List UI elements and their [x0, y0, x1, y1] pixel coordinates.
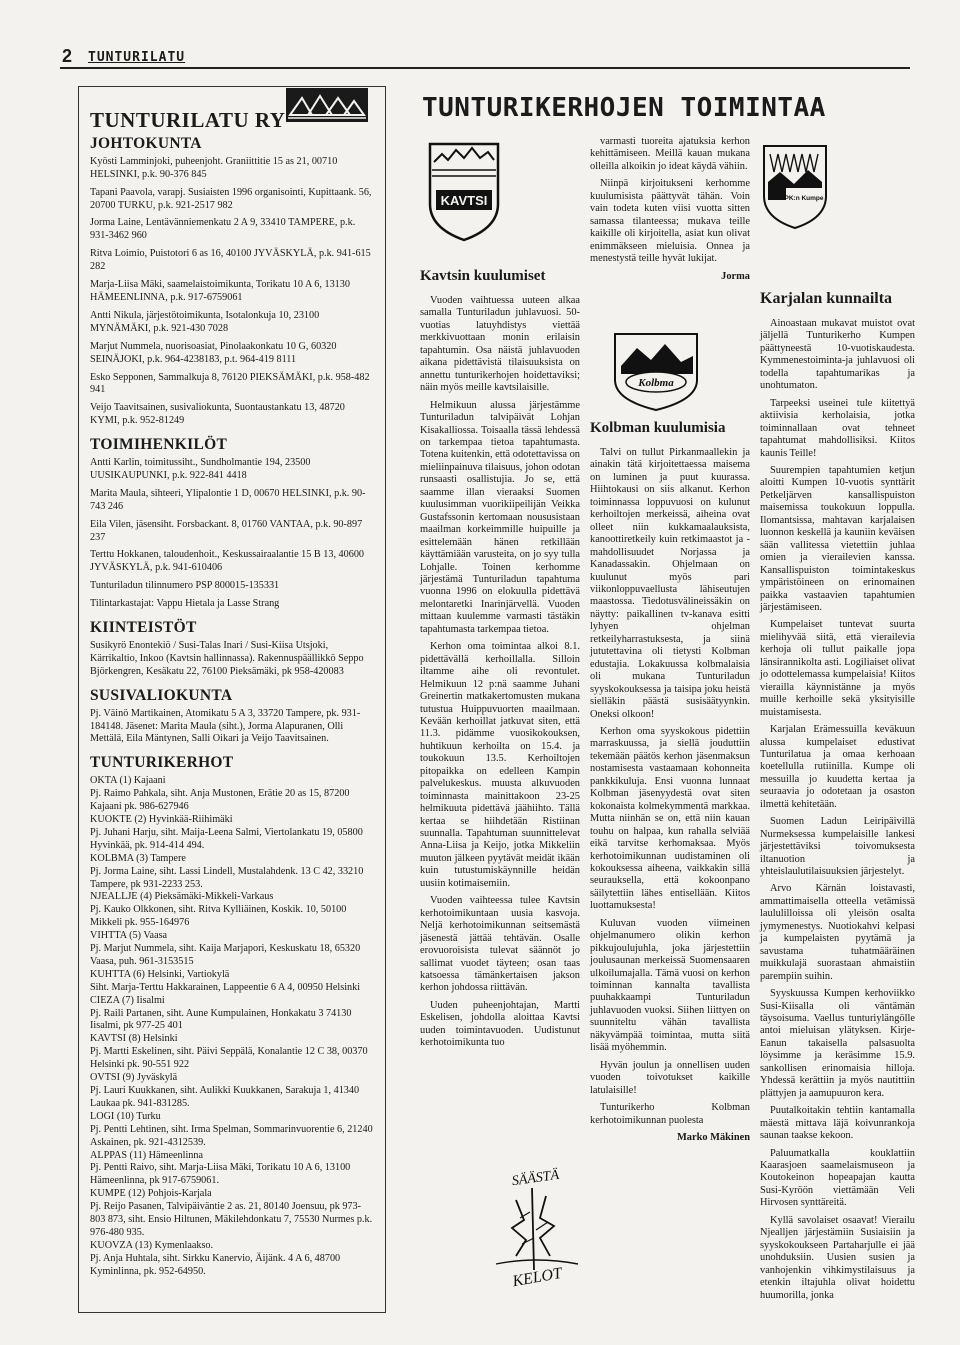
- contact-entry: ALPPAS (11) Hämeenlinna: [90, 1149, 203, 1161]
- kavtsi-emblem-icon: [428, 142, 500, 242]
- paragraph: Karjalan Erämessuilla keväkuun alussa kumpelaiset edustivat Tunturilatua ja omaa kerhoaan koetellulla rutiinilla. Kumpe oli messuilla jo kuudetta kertaa ja seuraavia jo odotetaan ja osaston ilmettä kehitetään.: [760, 724, 915, 810]
- kumpe-emblem-text: PK:n Kumpe: [784, 195, 824, 202]
- contact-entry: KOLBMA (3) Tampere: [90, 852, 186, 864]
- section-heading: JOHTOKUNTA: [90, 134, 202, 152]
- contact-entry: Marja-Liisa Mäki, saamelaistoimikunta, Torikatu 10 A 6, 13130 HÄMEENLINNA, p.k. 917-6759061: [90, 279, 350, 303]
- paragraph: Suurempien tapahtumien ketjun aloitti Kumpen 10-vuotis synttärit Petkeljärven kansallispuiston maisemissa toukokuun loppulla. Ilomantsissa, mahtavan karjalaisen luonnon keskellä ja kauniin keväisen sään vallitessa vietettiin juhlaa omien ja vierailevien kanssa. Kansallispuiston toimintakeskus ympäristöineen on erinomainen paikka vastaavien tapahtumien järjestämiseen.: [760, 464, 915, 613]
- paragraph: Talvi on tullut Pirkanmaallekin ja ainakin tätä kirjoitettaessa maisema on luminen ja puut kuurassa. Hiihtokausi on siis alkanut. Kerhon toiminnassa loppuvuosi on kulunut kerhoiltojen merkeissä, aiheina ovat olleet niin kukkamaalauksista, kanoottiretkeily kuin retkimaastot ja -mahdollisuudet Norjassa ja Kanadassakin. Ohjelmaan on kuulunut myös pari viikonloppuvaellusta lähiseutujen maastossa. Tiedotusvälineissäkin on näytty: paikallinen tv-kanava esitti lyhyen ohjelman retkeilyharrastuksesta, ja siinä jututettavina oli tietysti Kolbman edustajia. Lokakuussa kolbmalaisia oli mukana Tunturiladun syyskokouksessa ja taisipa joku heistä sielläkin päästä susisäätyynkin. Oneksi olkoon!: [590, 447, 750, 720]
- contact-entry: Antti Karlin, toimitussiht., Sundholmantie 194, 23500 UUSIKAUPUNKI, p.k. 922-841 4418: [90, 457, 311, 481]
- contact-entry: Pj. Lauri Kuukkanen, siht. Aulikki Kuukkanen, Sarakuja 1, 41340 Laukaa pk. 941-831285.: [90, 1085, 360, 1109]
- contact-entry: Kyösti Lamminjoki, puheenjoht. Graniittitie 15 as 21, 00710 HELSINKI, p.k. 90-376 845: [90, 155, 338, 180]
- paragraph: Kerhon oma toimintaa alkoi 8.1. pidettävällä kerhoillalla. Silloin iltamme aihe oli revontulet. Helmikuun 12 p:nä saamme Juhani Greinertin matkakertomusten mukana tutustua Huippuvuorten maailmaan. Kevään kerhoillat jatkuvat siten, että 11.3. pidämme vuosikokouksen, huhtikuun kerhoilta on 15.4. ja toukokuun 13.5. Kerhoiltojen pitopaikka on edelleen Kampin palvelukeskus. muusta alkuvuoden toiminnasta mainittakoon 23-25 helmikuuta pidettävä jäähiihto. Tällä kertaa se hiihdetään Ristiinan suunnalla. Tapahtuman suunnittelevat Anna-Liisa ja Keijo, jotka Mikkeliin muuton jälkeen pyytävät meidät ikään kuin tutustumiskäynnille heidän uusiin kotimaisemiin.: [420, 641, 580, 889]
- section-heading: SUSIVALIOKUNTA: [90, 686, 233, 704]
- section-title: TUNTURIKERHOJEN TOIMINTAA: [422, 93, 826, 123]
- contact-entry: Pj. Marjut Nummela, siht. Kaija Marjapori, Keskuskatu 18, 65320 Vaasa, puh. 961-3153515: [90, 943, 361, 967]
- paragraph: Kuluvan vuoden viimeinen ohjelmanumero olikin kerhon pikkujoulujuhla, joka järjestettiin joulusaunan merkeissä Suomensaaren ulkoilumajalla. Tämä vuosi on kerhon toiminnan kannalta tavallista puuhakkaampi Tunturiladun juhlavuoden vuoksi. Siihen liittyen on suunniteltu vähän tavallista näkyvämpää toimintaa, mutta siitä lisää myöhemmin.: [590, 917, 750, 1054]
- contact-entry: KUOVZA (13) Kymenlaakso.: [90, 1239, 214, 1251]
- contact-entry: Siht. Marja-Terttu Hakkarainen, Lappeentie 6 A 4, 00950 Helsinki: [90, 981, 361, 993]
- saasta-text: SÄÄSTÄ: [510, 1167, 561, 1190]
- left-column: [90, 96, 376, 1279]
- middle-intro: [590, 136, 750, 266]
- contact-entry: Pj. Raimo Pahkala, siht. Anja Mustonen, Erätie 20 as 15, 87200 Kajaani pk. 986-627946: [90, 788, 350, 813]
- contact-entry: Esko Sepponen, Sammalkuja 8, 76120 PIEKSÄMÄKI, p.k. 958-482 941: [90, 371, 370, 396]
- contact-entry: CIEZA (7) Iisalmi: [90, 994, 165, 1006]
- paragraph: Kyllä savolaiset osaavat! Vierailu Njealljen järjestämiin Susiaisiin ja syyskokoukseen Partaharjulle ei jää unohduksiin. Uusien susien ja vanhojenkin vihkimystilaisuus ja etenkin iltajuhla olivat hoidettu huumorilla, jonka: [760, 1214, 915, 1301]
- contact-entry: KUHTTA (6) Helsinki, Vartiokylä: [90, 968, 230, 980]
- section-heading: TOIMIHENKILÖT: [90, 436, 228, 454]
- contact-entry: Terttu Hokkanen, taloudenhoit., Keskussairaalantie 15 B 13, 40600 JYVÄSKYLÄ, p.k. 941-610406: [90, 549, 365, 574]
- paragraph: Uuden puheenjohtajan, Martti Eskelisen, johdolla aloittaa Kavtsi uuden toimintavuoden. Uudistunut kerhotoimikunta tuo: [420, 999, 580, 1049]
- contact-entry: Marita Maula, sihteeri, Ylipalontie 1 D, 00670 HELSINKI, p.k. 90-743 246: [90, 487, 366, 512]
- karjala-heading: Karjalan kunnailta: [760, 290, 893, 307]
- signature-marko: Marko Mäkinen: [676, 1132, 750, 1144]
- kavtsi-emblem-text: KAVTSI: [440, 193, 488, 208]
- signature-jorma: Jorma: [721, 270, 750, 282]
- header-rule: [60, 67, 910, 69]
- contact-entry: Marjut Nummela, nuorisoasiat, Pinolaakonkatu 10 G, 60320 SEINÄJOKI, p.k. 964-4238183, p.t. 964-419 8111: [90, 340, 337, 365]
- kavtsi-heading: Kavtsin kuulumiset: [420, 268, 546, 284]
- paragraph: Vuoden vaihteessa tulee Kavtsin kerhotoimikuntaan uusia kasvoja. Neljä kerhotoimikunnan seitsemästä jäsenestä jättää tehtävän. Osalle erovuoroisista tulevat säännöt jo sallimat vuodet täyteen; osan taas katsoessa tämänkertaisen jakson kerhon johdossa riittävän.: [420, 895, 580, 994]
- section-heading: TUNTURIKERHOT: [90, 754, 234, 772]
- section-heading: KIINTEISTÖT: [90, 619, 197, 637]
- paragraph: Suomen Ladun Leiripäivillä Nurmeksessa kumpelaisille lankesi järjestettäviksi toivomuksesta iltanuotion ja yhteislaulutilaisuuksien järjestelyt.: [760, 816, 915, 878]
- contact-entry: KAVTSI (8) Helsinki: [90, 1033, 178, 1045]
- paragraph: Tunturikerho Kolbman kerhotoimikunnan puolesta: [590, 1102, 750, 1126]
- middle-column: [590, 136, 750, 288]
- contact-entry: Pj. Juhani Harju, siht. Maija-Leena Salmi, Viertolankatu 19, 05800 Hyvinkää, pk. 914-414 494.: [90, 826, 363, 851]
- kavtsi-column: [420, 264, 580, 1055]
- paragraph: Arvo Kärnän loistavasti, ammattimaisella otteella vetämissä laululilloissa oli yleisön osalta jymymenestys. Nuotiokahvi kelpasi ja kumpelaisten pyytämä ja savustama tuhatmääräinen muikkulajä suorastaan ahmaistiin parempiin suihin.: [760, 883, 915, 982]
- kolbma-body: [590, 447, 750, 1127]
- paragraph: Puutalkoitakin tehtiin kantamalla mäestä mittava läjä koivunrankoja saunan taakse kekoon.: [760, 1105, 915, 1142]
- contact-entry: Veijo Taavitsainen, susivaliokunta, Suontaustankatu 13, 48720 KYMI, p.k. 952-81249: [90, 402, 345, 427]
- running-head: TUNTURILATU: [88, 50, 186, 65]
- contact-entry: Pj. Pentti Lehtinen, siht. Irma Spelman, Sommarinvuorentie 6, 21240 Askainen, pk. 921-4312539.: [90, 1123, 373, 1148]
- karjala-column: [760, 286, 915, 1307]
- karjala-body: [760, 318, 915, 1302]
- contact-entry: Pj. Reijo Pasanen, Talvipäiväntie 2 as. 21, 80140 Joensuu, pk 973-803 873, siht. Ensio Hiltunen, Mäkilehdonkatu 7, 75530 Nurmes p.k. 976-480 935.: [90, 1201, 373, 1238]
- contact-entry: Pj. Kauko Olkkonen, siht. Ritva Kylliäinen, Koskik. 10, 50100 Mikkeli pk. 955-164976: [90, 904, 347, 929]
- contact-entry: OKTA (1) Kajaani: [90, 775, 166, 787]
- contact-entry: OVTSI (9) Jyväskylä: [90, 1072, 178, 1084]
- paragraph: Tarpeeksi useinei tule kiitettyä aktiivisia kerholaisia, jotka toiminnallaan ovat tehneet tapahtumat mahdollisiksi. Kiitos kaunis Teille!: [760, 397, 915, 459]
- contact-entry: Tilintarkastajat: Vappu Hietala ja Lasse Strang: [90, 598, 280, 610]
- paragraph: Helmikuun alussa järjestämme Tunturiladun talvipäivät Lohjan Kisakalliossa. Toisaalla tässä lehdessä on tarkempaa tietoa tapahtumasta. Totena kuitenkin, että odotettavissa on mieliinpainuva tilaisuus, johon odotan runsaasti osallistujia. Jo se, että saamme illan vieraaksi Suomen kuulusimman vuorikiipeilijän Veikka Gustafssonin kertomaan noususistaan maailman korkeimmille huipuille ja esittelemään hänen retkillään käyttämiään varusteita, on jo syy tulla Lohjalle. Toinen kerhomme järjestämä Tunturiladun tapahtuma vuonna 1996 on elokuulla pidettävä melontaretki Inarinjärvellä. Vuoden mittaan kuulemme varmasti tästäkin tapahtumasta tarkempaa tietoa.: [420, 399, 580, 635]
- contact-entry: KUOKTE (2) Hyvinkää-Riihimäki: [90, 813, 233, 825]
- paragraph: Niinpä kirjoitukseni kerhomme kuulumisista päättyvät tähän. Voin vain todeta kuten viisi vuotta sitten samassa tilanteessa; mukava teille kaikille oli kirjoitella, asiat kun olivat enimmäkseen mieluisia. Onnea ja menestystä teille hyvät lukijat.: [590, 178, 750, 265]
- contact-entry: Pj. Pentti Raivo, siht. Marja-Liisa Mäki, Torikatu 10 A 6, 13100 Hämeenlinna, pk 917-6759061.: [90, 1162, 351, 1187]
- paragraph: Kumpelaiset tuntevat suurta mielihyvää siitä, että vierailevia kerhoja oli tullut paikalle jopa länsirannikolta asti. Logiliaiset olivat jo odottelemassa kumpelaisia! Kiitos vierailla käynnistänne ja myös muille kerhoille sekä yksityisille muistamisesta.: [760, 619, 915, 718]
- contact-entry: Ritva Loimio, Puistotori 6 as 16, 40100 JYVÄSKYLÄ, p.k. 941-615 282: [90, 248, 371, 273]
- paragraph: Syyskuussa Kumpen kerhoviikko Susi-Kiisalla oli väntämän täysoisuma. Vaellus tunturiylängölle antoi mieluisan ylätyksen. Kirje-Eanun takaisella palsasuolta löysimme ja keräsimme 15.9. sankollisen erinomaisia hilloja. Yhdessä kerättiin ja myös nautittiin plättyjen ja aamupuuron kera.: [760, 988, 915, 1099]
- contact-entry: NJEALLJE (4) Pieksämäki-Mikkeli-Varkaus: [90, 891, 274, 903]
- kavtsi-body: [420, 295, 580, 1050]
- contact-entry: Pj. Raili Partanen, siht. Aune Kumpulainen, Honkakatu 3 74130 Iisalmi, pk 977-25 401: [90, 1007, 352, 1032]
- contact-entry: Susikyrö Enontekiö / Susi-Talas Inari / Susi-Kiisa Utsjoki, Kärrikaltio, Inkoo (Kavtsin hallinnassa). Rakennuspäällikkö Seppo Björkengren, Kesäkatu 22, 76100 Pieksämäki, pk 958-420083: [90, 640, 364, 677]
- contact-entry: VIHTTA (5) Vaasa: [90, 930, 168, 942]
- paragraph: Vuoden vaihtuessa uuteen alkaa samalla Tunturiladun juhlavuosi. 50-vuotias latuyhdistys viettää merkkivuottaan monin erilaisin tapahtumin. Osa näistä juhlavuoden aikana pidettävistä tilaisuuksista on annettu tunturikerhojen hoidettaviksi; näin myös meille kavtsilaisille.: [420, 295, 580, 394]
- kumpe-emblem-icon: [760, 142, 830, 232]
- paragraph: Kerhon oma syyskokous pidettiin marraskuussa, ja siellä jouduttiin tekemään päätös kerhon jäsenmaksun nostamisesta vastaamaan kohonneita pankkikuluja. Ensi vuonna lunnaat Kolbman jäsenyydestä ovat siten kokonaista kolmekymmentä markkaa. Mutta niinhän se on, että niin kauan touhu on halpaa, kun rahalla selviää eikä tarvitse kerhomaksaa. Myös kerhotoimikunnan uudistaminen oli kokouksessa aiheena, vaikkakin sillä seurauksella, että kokoonpano säilytettiin lähes entisellään. Kiitos luottamuksesta!: [590, 725, 750, 912]
- contact-entry: Pj. Väinö Martikainen, Atomikatu 5 A 3, 33720 Tampere, pk. 931-184148. Jäsenet: Marita Maula (siht.), Jorma Alapuranen, Olli Mettälä, Eila Mäntynen, Salli Oikari ja Veijo Taavitsainen.: [90, 707, 361, 745]
- paragraph: Paluumatkalla kouklattiin Kaarasjoen saamelaismuseon ja Koutokeinon hopeapajan kautta Susi-Kyröön viettämään Veli Hirvosen synttäreitä.: [760, 1147, 915, 1209]
- contact-entry: KUMPE (12) Pohjois-Karjala: [90, 1188, 212, 1200]
- contact-entry: LOGI (10) Turku: [90, 1110, 161, 1122]
- kolbma-emblem-text: Kolbma: [638, 377, 674, 389]
- contact-entry: Antti Nikula, järjestötoimikunta, Isotalonkuja 10, 23100 MYNÄMÄKI, p.k. 921-430 7028: [90, 309, 320, 334]
- contact-entry: Pj. Jorma Laine, siht. Lassi Lindell, Mustalahdenk. 13 C 42, 33210 Tampere, pk 931-2233 253.: [90, 865, 364, 890]
- contact-entry: Pj. Anja Huhtala, siht. Sirkku Kanervio, Äijänk. 4 A 6, 48700 Kyminlinna, pk. 952-64950.: [90, 1252, 341, 1277]
- kelot-text: KELOT: [511, 1264, 564, 1290]
- organisation-title: TUNTURILATU RY: [90, 108, 286, 132]
- contact-entry: Eila Vilen, jäsensiht. Forsbackant. 8, 01760 VANTAA, p.k. 90-897 237: [90, 518, 363, 543]
- page-number: 2: [62, 46, 73, 66]
- paragraph: Hyvän joulun ja onnellisen uuden vuoden toivotukset kaikille latulaisille!: [590, 1059, 750, 1096]
- kolbma-emblem-icon: [611, 330, 701, 412]
- contact-entry: Tapani Paavola, varapj. Susiaisten 1996 organisointi, Kupittaank. 56, 20700 TURKU, p.k. 921-2517 982: [90, 186, 372, 211]
- paragraph: Ainoastaan mukavat muistot ovat jäljellä Tunturikerho Kumpen päättyneestä 10-vuotiskaudesta. Kymmenestoiminta-ja juhlavuosi oli todella tapahtumarikas ja unohtumaton.: [760, 318, 915, 392]
- contact-entry: Pj. Martti Eskelinen, siht. Päivi Seppälä, Konalantie 12 C 38, 00370 Helsinki pk. 90-551 922: [90, 1046, 368, 1071]
- paragraph: varmasti tuoreita ajatuksia kerhon kehittämiseen. Meillä kauan mukana olleilla alkoikin jo ideat käydä vähiin.: [590, 136, 750, 172]
- left-sections: [90, 134, 376, 1279]
- kolbma-column: [590, 416, 750, 1149]
- contact-entry: Tunturiladun tilinnumero PSP 800015-135331: [90, 580, 280, 592]
- contact-entry: Jorma Laine, Lentävänniemenkatu 2 A 9, 33410 TAMPERE, p.k. 931-3462 960: [90, 217, 356, 242]
- kelot-sketch-icon: [486, 1160, 586, 1290]
- kolbma-heading: Kolbman kuulumisia: [590, 420, 726, 436]
